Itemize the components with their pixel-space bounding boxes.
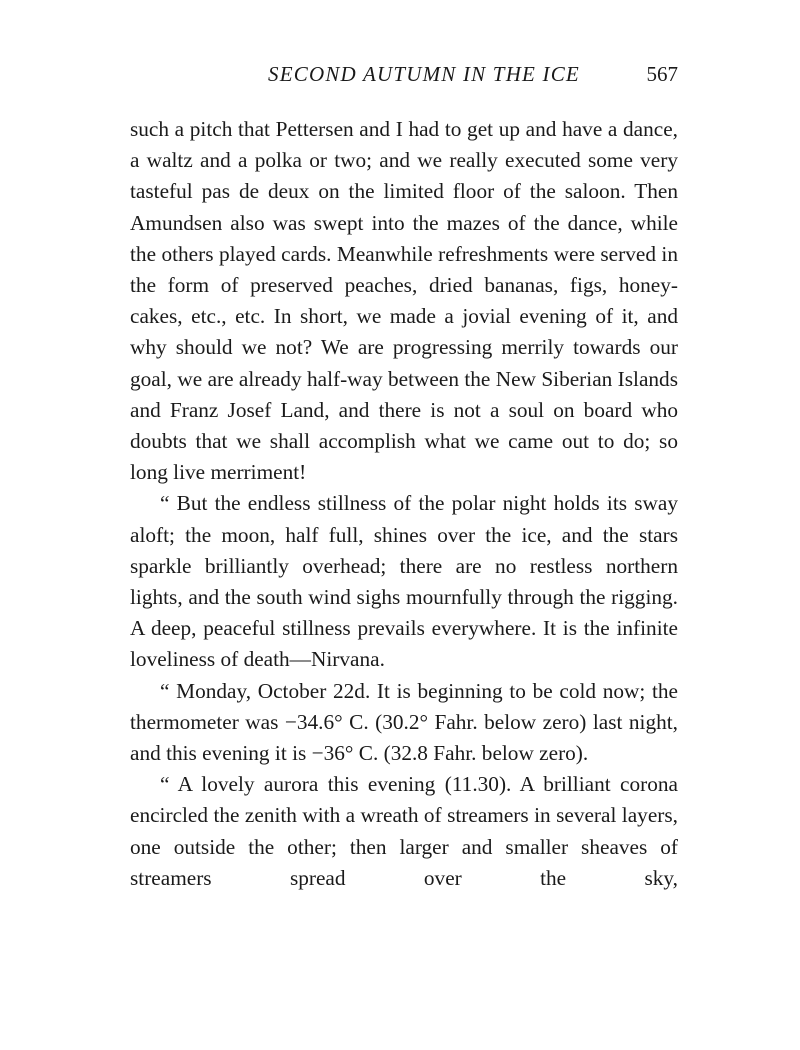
page-number: 567 bbox=[646, 62, 678, 86]
paragraph-october-22: “ Monday, October 22d. It is beginning to be cold now; the thermometer was −34.6° C. (30.2° Fahr. below zero) last night, and this evening it is −36° C. (32.8 Fahr. below zero). bbox=[130, 678, 678, 766]
paragraph-aurora: “ A lovely aurora this evening (11.30). A brilliant corona encircled the zenith with a wreath of streamers in several layers, one outside the other; then larger and smaller sheaves of streamers spread over the sky, bbox=[130, 772, 678, 890]
body-text bbox=[130, 114, 678, 894]
paragraph-polar-night: “ But the endless stillness of the polar night holds its sway aloft; the moon, half full, shines over the ice, and the stars sparkle brilliantly overhead; there are no restless northern lights, and the south wind sighs mournfully through the rigging. A deep, peaceful stillness prevails everywhere. It is the infinite loveliness of death—Nirvana. bbox=[130, 491, 678, 672]
paragraph-dance: such a pitch that Pettersen and I had to get up and have a dance, a waltz and a polka or two; and we really executed some very tasteful pas de deux on the limited floor of the saloon. Then Amundsen also was swept into the mazes of the dance, while the others played cards. Meanwhile refreshments were served in the form of preserved peaches, dried bananas, figs, honey-cakes, etc., etc. In short, we made a jovial evening of it, and why should we not? We are progressing merrily towards our goal, we are already half-way between the New Siberian Islands and Franz Josef Land, and there is not a soul on board who doubts that we shall accomplish what we came out to do; so long live merriment! bbox=[130, 117, 678, 485]
running-title: SECOND AUTUMN IN THE ICE bbox=[268, 62, 580, 86]
running-head bbox=[130, 62, 678, 92]
